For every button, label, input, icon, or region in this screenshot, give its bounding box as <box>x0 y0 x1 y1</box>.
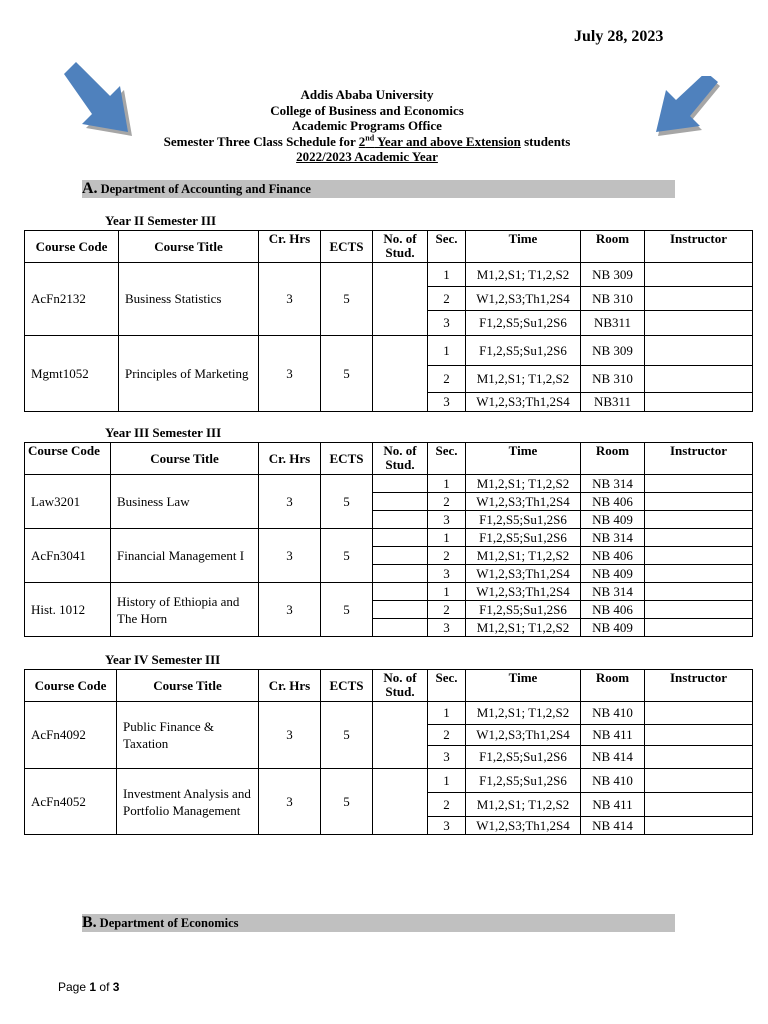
no-of-students <box>373 619 428 637</box>
cr-hrs: 3 <box>259 529 321 583</box>
time-slot: W1,2,S3;Th1,2S4 <box>466 493 581 511</box>
room: NB311 <box>581 311 645 336</box>
ects: 5 <box>321 475 373 529</box>
instructor <box>645 817 753 835</box>
cr-hrs: 3 <box>259 583 321 637</box>
room: NB 314 <box>581 529 645 547</box>
time-slot: M1,2,S1; T1,2,S2 <box>466 366 581 393</box>
room: NB 310 <box>581 287 645 311</box>
schedule-title: Semester Three Class Schedule for 2nd Year and above Extension students <box>163 133 571 149</box>
no-of-students <box>373 493 428 511</box>
section-title: Department of Economics <box>99 916 239 930</box>
col-no-of-stud: No. of Stud. <box>373 443 428 475</box>
room: NB 409 <box>581 511 645 529</box>
course-code: Mgmt1052 <box>25 336 119 412</box>
col-sec: Sec. <box>428 443 466 475</box>
no-of-students <box>373 583 428 601</box>
course-title: Public Finance & Taxation <box>117 702 259 769</box>
section-number: 3 <box>428 817 466 835</box>
section-number: 3 <box>428 393 466 412</box>
section-number: 2 <box>428 366 466 393</box>
table-row <box>25 583 753 601</box>
time-slot: M1,2,S1; T1,2,S2 <box>466 619 581 637</box>
room: NB 410 <box>581 702 645 725</box>
instructor <box>645 793 753 817</box>
col-room: Room <box>581 670 645 702</box>
col-time: Time <box>466 670 581 702</box>
col-ects: ECTS <box>321 670 373 702</box>
year-label: Year IV Semester III <box>105 652 221 667</box>
col-course-title: Course Title <box>119 231 259 263</box>
instructor <box>645 565 753 583</box>
ects: 5 <box>321 583 373 637</box>
room: NB 414 <box>581 817 645 835</box>
section-number: 1 <box>428 583 466 601</box>
col-cr-hrs: Cr. Hrs <box>259 231 321 263</box>
section-number: 3 <box>428 511 466 529</box>
instructor <box>645 702 753 725</box>
table-row <box>25 702 753 725</box>
no-of-students <box>373 263 428 336</box>
course-title: Principles of Marketing <box>119 336 259 412</box>
col-course-title: Course Title <box>111 443 259 475</box>
section-number: 2 <box>428 547 466 565</box>
col-course-code: Course Code <box>25 670 117 702</box>
header-row <box>25 443 753 475</box>
cr-hrs: 3 <box>259 336 321 412</box>
time-slot: W1,2,S3;Th1,2S4 <box>466 565 581 583</box>
header-row <box>25 231 753 263</box>
cr-hrs: 3 <box>259 475 321 529</box>
room: NB 406 <box>581 601 645 619</box>
section-b-bar <box>82 914 675 932</box>
page-number: 1 <box>89 980 97 994</box>
instructor <box>645 366 753 393</box>
table-row <box>25 475 753 493</box>
course-title: Business Law <box>111 475 259 529</box>
instructor <box>645 336 753 366</box>
no-of-students <box>373 336 428 412</box>
instructor <box>645 393 753 412</box>
time-slot: W1,2,S3;Th1,2S4 <box>466 393 581 412</box>
section-number: 1 <box>428 336 466 366</box>
room: NB 411 <box>581 793 645 817</box>
col-course-code: Course Code <box>25 443 111 475</box>
university-name: Addis Ababa University <box>300 87 434 102</box>
time-slot: F1,2,S5;Su1,2S6 <box>466 601 581 619</box>
course-title: History of Ethiopia and The Horn <box>111 583 259 637</box>
col-course-title: Course Title <box>117 670 259 702</box>
course-title: Investment Analysis and Portfolio Management <box>117 769 259 835</box>
no-of-students <box>373 601 428 619</box>
room: NB 314 <box>581 583 645 601</box>
course-code: AcFn4092 <box>25 702 117 769</box>
section-number: 3 <box>428 311 466 336</box>
room: NB 406 <box>581 547 645 565</box>
col-instructor: Instructor <box>645 670 753 702</box>
no-of-students <box>373 769 428 835</box>
col-time: Time <box>466 231 581 263</box>
instructor <box>645 619 753 637</box>
academic-year: 2022/2023 Academic Year <box>296 149 438 164</box>
section-number: 2 <box>428 725 466 746</box>
document-header <box>0 87 734 165</box>
page-word: Page <box>58 980 87 994</box>
col-instructor: Instructor <box>645 231 753 263</box>
office-name: Academic Programs Office <box>292 118 442 133</box>
col-cr-hrs: Cr. Hrs <box>259 670 321 702</box>
section-number: 1 <box>428 529 466 547</box>
section-number: 2 <box>428 793 466 817</box>
course-code: AcFn4052 <box>25 769 117 835</box>
instructor <box>645 287 753 311</box>
col-cr-hrs: Cr. Hrs <box>259 443 321 475</box>
room: NB 309 <box>581 263 645 287</box>
ects: 5 <box>321 702 373 769</box>
time-slot: F1,2,S5;Su1,2S6 <box>466 746 581 769</box>
college-name: College of Business and Economics <box>270 102 464 118</box>
time-slot: M1,2,S1; T1,2,S2 <box>466 475 581 493</box>
instructor <box>645 746 753 769</box>
time-slot: M1,2,S1; T1,2,S2 <box>466 547 581 565</box>
section-number: 3 <box>428 565 466 583</box>
room: NB 411 <box>581 725 645 746</box>
instructor <box>645 547 753 565</box>
instructor <box>645 263 753 287</box>
table-row <box>25 529 753 547</box>
cr-hrs: 3 <box>259 263 321 336</box>
section-title: Department of Accounting and Finance <box>100 182 311 196</box>
room: NB 309 <box>581 336 645 366</box>
instructor <box>645 493 753 511</box>
instructor <box>645 311 753 336</box>
room: NB 310 <box>581 366 645 393</box>
schedule-table-year-4 <box>24 669 753 835</box>
time-slot: F1,2,S5;Su1,2S6 <box>466 511 581 529</box>
cr-hrs: 3 <box>259 702 321 769</box>
room: NB 409 <box>581 565 645 583</box>
course-code: AcFn2132 <box>25 263 119 336</box>
time-slot: M1,2,S1; T1,2,S2 <box>466 793 581 817</box>
year-label: Year II Semester III <box>105 213 217 228</box>
section-number: 3 <box>428 619 466 637</box>
instructor <box>645 529 753 547</box>
room: NB 314 <box>581 475 645 493</box>
time-slot: M1,2,S1; T1,2,S2 <box>466 263 581 287</box>
header-row <box>25 670 753 702</box>
table-row <box>25 769 753 793</box>
section-number: 2 <box>428 601 466 619</box>
col-time: Time <box>466 443 581 475</box>
course-code: Hist. 1012 <box>25 583 111 637</box>
section-number: 2 <box>428 287 466 311</box>
instructor <box>645 769 753 793</box>
page-total: 3 <box>112 980 120 994</box>
schedule-table-year-3 <box>24 442 753 637</box>
section-a-bar <box>82 180 675 198</box>
col-course-code: Course Code <box>25 231 119 263</box>
ects: 5 <box>321 769 373 835</box>
room: NB 409 <box>581 619 645 637</box>
course-code: AcFn3041 <box>25 529 111 583</box>
section-number: 3 <box>428 746 466 769</box>
col-ects: ECTS <box>321 443 373 475</box>
table-row <box>25 336 753 366</box>
no-of-students <box>373 702 428 769</box>
time-slot: M1,2,S1; T1,2,S2 <box>466 702 581 725</box>
room: NB 414 <box>581 746 645 769</box>
time-slot: F1,2,S5;Su1,2S6 <box>466 529 581 547</box>
no-of-students <box>373 547 428 565</box>
section-number: 1 <box>428 769 466 793</box>
time-slot: W1,2,S3;Th1,2S4 <box>466 583 581 601</box>
ects: 5 <box>321 263 373 336</box>
section-number: 1 <box>428 263 466 287</box>
col-sec: Sec. <box>428 670 466 702</box>
col-room: Room <box>581 231 645 263</box>
schedule-table-year-2 <box>24 230 753 412</box>
cr-hrs: 3 <box>259 769 321 835</box>
course-title: Business Statistics <box>119 263 259 336</box>
time-slot: W1,2,S3;Th1,2S4 <box>466 725 581 746</box>
room: NB 406 <box>581 493 645 511</box>
col-sec: Sec. <box>428 231 466 263</box>
table-row <box>25 263 753 287</box>
date: July 28, 2023 <box>574 28 664 45</box>
col-instructor: Instructor <box>645 443 753 475</box>
course-title: Financial Management I <box>111 529 259 583</box>
room: NB 410 <box>581 769 645 793</box>
instructor <box>645 511 753 529</box>
col-no-of-stud: No. of Stud. <box>373 231 428 263</box>
ects: 5 <box>321 529 373 583</box>
time-slot: F1,2,S5;Su1,2S6 <box>466 336 581 366</box>
no-of-students <box>373 475 428 493</box>
time-slot: F1,2,S5;Su1,2S6 <box>466 311 581 336</box>
instructor <box>645 725 753 746</box>
page-footer <box>58 980 119 994</box>
time-slot: W1,2,S3;Th1,2S4 <box>466 817 581 835</box>
instructor <box>645 583 753 601</box>
ects: 5 <box>321 336 373 412</box>
section-letter: A. <box>82 180 98 197</box>
section-number: 1 <box>428 702 466 725</box>
no-of-students <box>373 529 428 547</box>
room: NB311 <box>581 393 645 412</box>
section-number: 1 <box>428 475 466 493</box>
time-slot: W1,2,S3;Th1,2S4 <box>466 287 581 311</box>
col-room: Room <box>581 443 645 475</box>
section-number: 2 <box>428 493 466 511</box>
no-of-students <box>373 565 428 583</box>
year-label: Year III Semester III <box>105 425 222 440</box>
no-of-students <box>373 511 428 529</box>
section-letter: B. <box>82 914 97 931</box>
time-slot: F1,2,S5;Su1,2S6 <box>466 769 581 793</box>
col-ects: ECTS <box>321 231 373 263</box>
instructor <box>645 601 753 619</box>
instructor <box>645 475 753 493</box>
col-no-of-stud: No. of Stud. <box>373 670 428 702</box>
course-code: Law3201 <box>25 475 111 529</box>
of-word: of <box>99 980 110 994</box>
